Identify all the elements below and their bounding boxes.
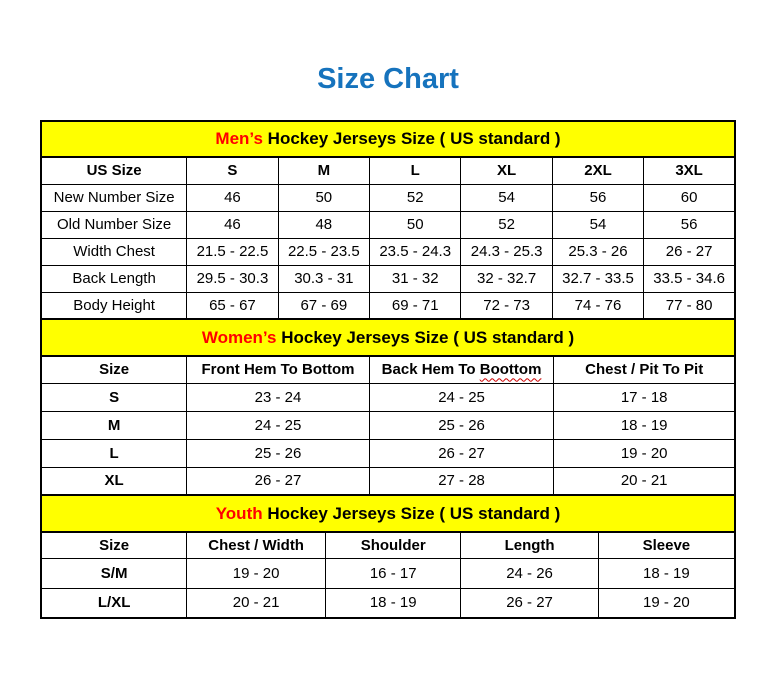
size-value-cell: 18 - 19 <box>554 411 735 439</box>
size-chart-tables <box>40 120 736 619</box>
size-value-cell: 26 - 27 <box>187 467 370 495</box>
row-label: S <box>41 383 187 411</box>
size-value-cell: 18 - 19 <box>326 588 461 618</box>
size-value-cell: 24.3 - 25.3 <box>461 238 552 265</box>
column-header: Size <box>41 532 187 558</box>
size-value-cell: 23.5 - 24.3 <box>370 238 461 265</box>
row-label: S/M <box>41 558 187 588</box>
row-label: Body Height <box>41 292 187 319</box>
size-value-cell: 25 - 26 <box>187 439 370 467</box>
column-header: S <box>187 157 278 184</box>
row-label: XL <box>41 467 187 495</box>
size-value-cell: 67 - 69 <box>278 292 369 319</box>
table-row <box>41 238 735 265</box>
row-label: M <box>41 411 187 439</box>
table-row <box>41 383 735 411</box>
column-header: Shoulder <box>326 532 461 558</box>
womens-section-title <box>41 320 735 356</box>
size-value-cell: 52 <box>370 184 461 211</box>
size-value-cell: 24 - 25 <box>187 411 370 439</box>
mens-size-table <box>40 120 736 320</box>
column-header <box>369 356 554 383</box>
table-row <box>41 467 735 495</box>
column-header: 2XL <box>552 157 643 184</box>
column-header: Sleeve <box>598 532 735 558</box>
youth-highlight-text: Youth <box>215 503 263 523</box>
size-value-cell: 26 - 27 <box>461 588 598 618</box>
size-value-cell: 72 - 73 <box>461 292 552 319</box>
size-value-cell: 22.5 - 23.5 <box>278 238 369 265</box>
column-header: Size <box>41 356 187 383</box>
column-header: Chest / Width <box>187 532 326 558</box>
size-value-cell: 21.5 - 22.5 <box>187 238 278 265</box>
size-value-cell: 16 - 17 <box>326 558 461 588</box>
size-value-cell: 24 - 25 <box>369 383 554 411</box>
womens-size-table <box>40 320 736 496</box>
size-value-cell: 48 <box>278 211 369 238</box>
size-value-cell: 65 - 67 <box>187 292 278 319</box>
size-value-cell: 30.3 - 31 <box>278 265 369 292</box>
mens-title-text: Hockey Jerseys Size ( US standard ) <box>262 129 561 148</box>
size-value-cell: 25.3 - 26 <box>552 238 643 265</box>
row-label: Old Number Size <box>41 211 187 238</box>
size-value-cell: 74 - 76 <box>552 292 643 319</box>
size-value-cell: 60 <box>644 184 735 211</box>
size-value-cell: 56 <box>552 184 643 211</box>
size-value-cell: 20 - 21 <box>187 588 326 618</box>
mens-section-title <box>41 121 735 157</box>
youth-size-table <box>40 496 736 619</box>
youth-title-text: Hockey Jerseys Size ( US standard ) <box>262 503 561 523</box>
size-value-cell: 26 - 27 <box>369 439 554 467</box>
size-value-cell: 54 <box>552 211 643 238</box>
size-value-cell: 50 <box>278 184 369 211</box>
size-value-cell: 17 - 18 <box>554 383 735 411</box>
size-value-cell: 23 - 24 <box>187 383 370 411</box>
size-value-cell: 50 <box>370 211 461 238</box>
row-label: L <box>41 439 187 467</box>
size-value-cell: 19 - 20 <box>598 588 735 618</box>
size-value-cell: 29.5 - 30.3 <box>187 265 278 292</box>
womens-title-text: Hockey Jerseys Size ( US standard ) <box>276 327 575 347</box>
table-row <box>41 211 735 238</box>
table-row <box>41 292 735 319</box>
table-row <box>41 439 735 467</box>
column-header: M <box>278 157 369 184</box>
youth-section-title <box>41 496 735 532</box>
column-header: 3XL <box>644 157 735 184</box>
youth-column-header-row <box>41 532 735 558</box>
page-title: Size Chart <box>317 63 459 95</box>
column-header: L <box>370 157 461 184</box>
size-value-cell: 31 - 32 <box>370 265 461 292</box>
youth-section-header <box>41 496 735 532</box>
womens-column-header-row <box>41 356 735 383</box>
table-row <box>41 558 735 588</box>
womens-section-header <box>41 320 735 356</box>
size-value-cell: 33.5 - 34.6 <box>644 265 735 292</box>
womens-highlight-text: Women’s <box>201 327 277 347</box>
row-label: New Number Size <box>41 184 187 211</box>
column-header: XL <box>461 157 552 184</box>
size-value-cell: 19 - 20 <box>554 439 735 467</box>
size-value-cell: 69 - 71 <box>370 292 461 319</box>
row-label: Back Length <box>41 265 187 292</box>
mens-section-header <box>41 121 735 157</box>
row-label: Width Chest <box>41 238 187 265</box>
size-value-cell: 24 - 26 <box>461 558 598 588</box>
table-row <box>41 184 735 211</box>
column-header: Chest / Pit To Pit <box>554 356 735 383</box>
mens-highlight-text: Men’s <box>215 129 263 148</box>
size-value-cell: 25 - 26 <box>369 411 554 439</box>
size-value-cell: 18 - 19 <box>598 558 735 588</box>
size-value-cell: 54 <box>461 184 552 211</box>
size-value-cell: 56 <box>644 211 735 238</box>
column-header: US Size <box>41 157 187 184</box>
size-value-cell: 19 - 20 <box>187 558 326 588</box>
column-header: Length <box>461 532 598 558</box>
table-row <box>41 265 735 292</box>
size-value-cell: 46 <box>187 211 278 238</box>
column-header-text: Back Hem To <box>381 361 480 379</box>
size-value-cell: 20 - 21 <box>554 467 735 495</box>
table-row <box>41 411 735 439</box>
size-value-cell: 52 <box>461 211 552 238</box>
table-row <box>41 588 735 618</box>
misspelled-word: Boottom <box>479 361 542 379</box>
mens-column-header-row <box>41 157 735 184</box>
size-value-cell: 46 <box>187 184 278 211</box>
size-value-cell: 26 - 27 <box>644 238 735 265</box>
column-header: Front Hem To Bottom <box>187 356 370 383</box>
size-value-cell: 32.7 - 33.5 <box>552 265 643 292</box>
size-value-cell: 77 - 80 <box>644 292 735 319</box>
row-label: L/XL <box>41 588 187 618</box>
size-value-cell: 27 - 28 <box>369 467 554 495</box>
size-value-cell: 32 - 32.7 <box>461 265 552 292</box>
